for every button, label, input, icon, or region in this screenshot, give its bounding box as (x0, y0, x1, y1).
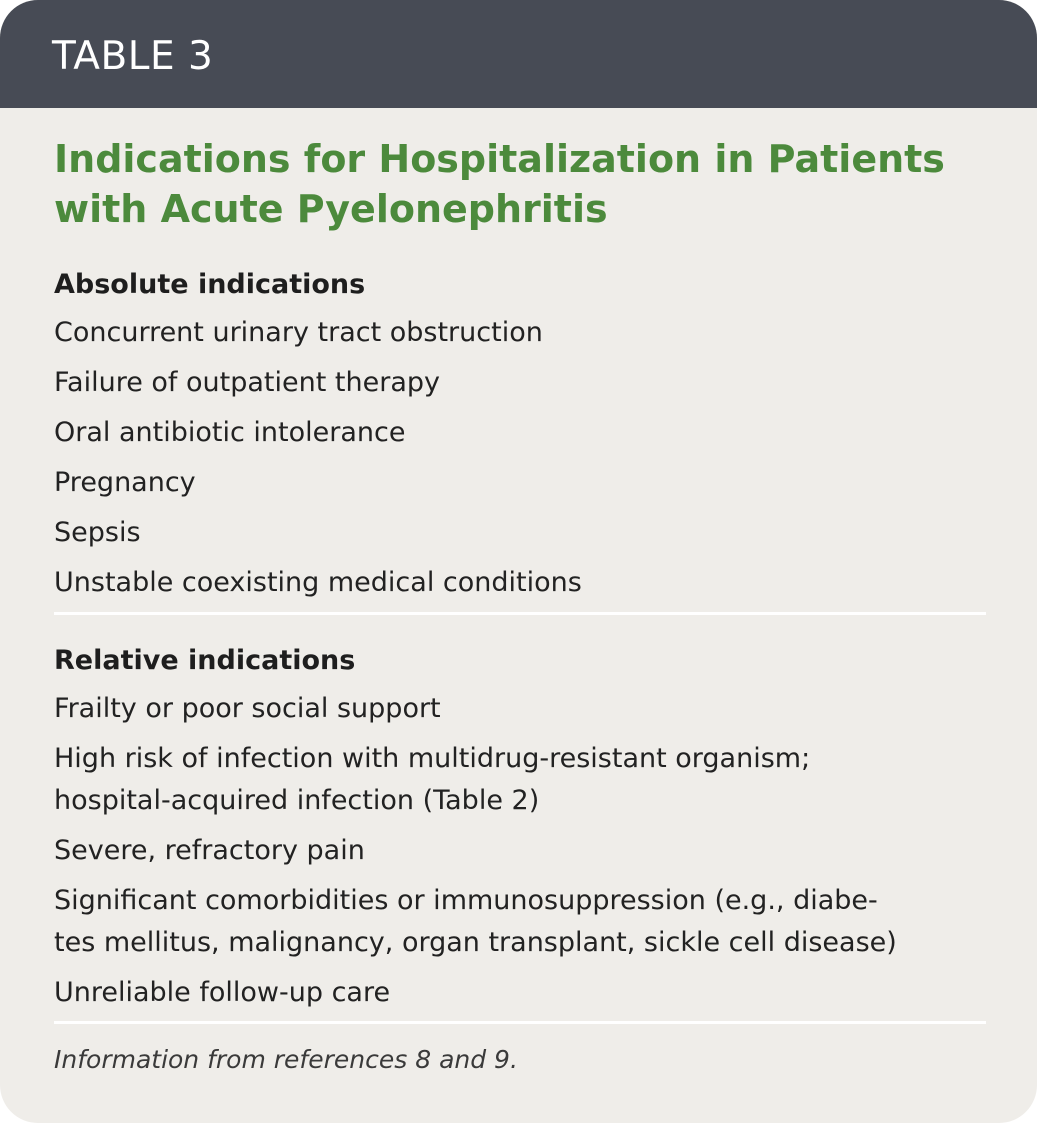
list-item: Unstable coexisting medical conditions (54, 567, 582, 598)
section-divider (54, 1021, 986, 1024)
absolute-indications-heading: Absolute indications (54, 269, 366, 300)
absolute-indications-section (54, 258, 986, 608)
list-item: Oral antibiotic intolerance (54, 417, 406, 448)
list-item: Failure of outpatient therapy (54, 367, 440, 398)
list-item: Frailty or poor social support (54, 693, 441, 724)
list-item: Sepsis (54, 517, 141, 548)
list-item: High risk of infection with multidrug-resistant organism; hospital-acquired infection (Table 2) (54, 743, 811, 816)
table-header-bar (0, 0, 1037, 108)
table-number-label: TABLE 3 (52, 33, 214, 79)
relative-indications-heading: Relative indications (54, 645, 356, 676)
source-note: Information from references 8 and 9. (54, 1045, 518, 1074)
list-item: Pregnancy (54, 467, 196, 498)
relative-indications-section (54, 634, 986, 1018)
list-item: Significant comorbidities or immunosuppression (e.g., diabe- tes mellitus, malignancy, organ transplant, sickle cell disease) (54, 885, 897, 958)
section-divider (54, 612, 986, 615)
absolute-indications-list (54, 308, 986, 608)
list-item: Unreliable follow-up care (54, 977, 391, 1008)
relative-indications-list (54, 684, 986, 1018)
list-item: Concurrent urinary tract obstruction (54, 317, 543, 348)
list-item: Severe, refractory pain (54, 835, 365, 866)
table-title: Indications for Hospitalization in Patients with Acute Pyelonephritis (54, 137, 945, 231)
